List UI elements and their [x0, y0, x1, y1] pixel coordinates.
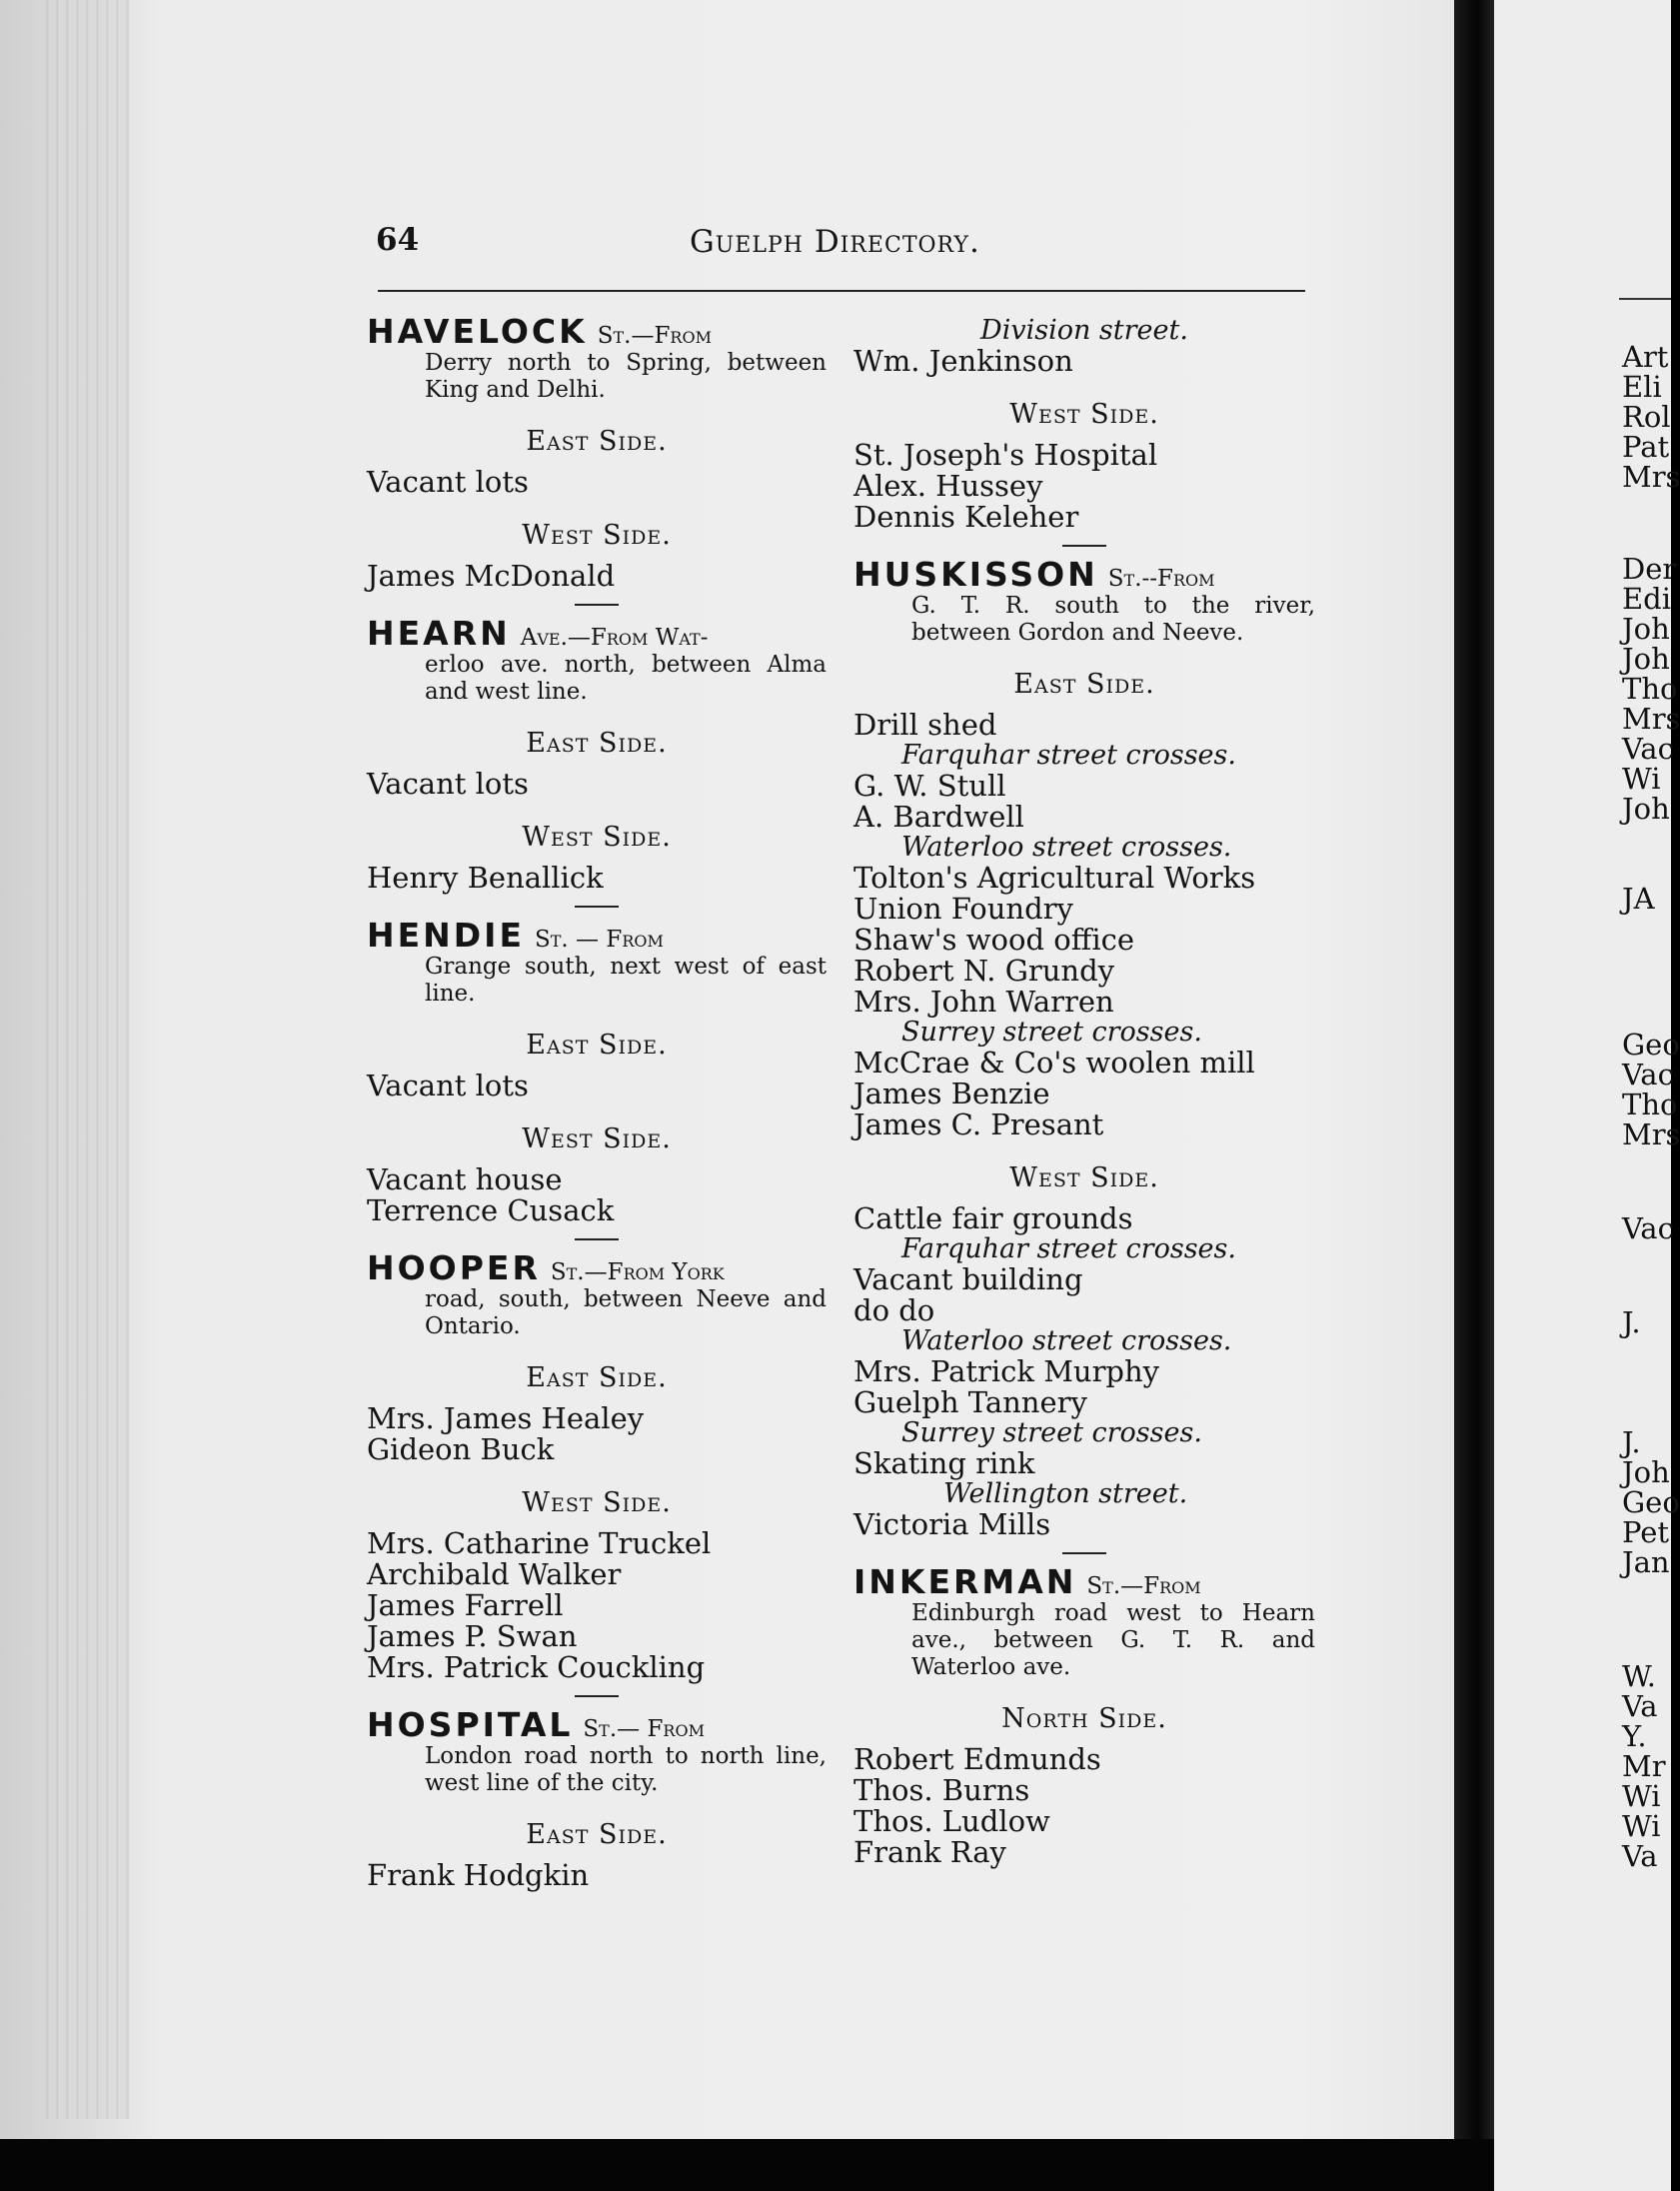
entry-separator — [575, 1238, 619, 1240]
cross-street-note: Surrey street crosses. — [901, 1017, 1202, 1048]
street-name: HOOPER — [367, 1248, 541, 1287]
street-description: Derry north to Spring, between King and Delhi. — [425, 350, 827, 403]
middle-column — [853, 316, 1315, 1868]
facing-page-fragment: Pet — [1622, 1515, 1670, 1549]
street-description: London road north to north line, west line of the city. — [425, 1743, 827, 1796]
entry-separator — [1062, 545, 1106, 547]
facing-page-fragment: Wi — [1622, 1779, 1661, 1813]
street-entry — [367, 1705, 827, 1892]
cross-street-note: Wellington street. — [943, 1478, 1188, 1509]
facing-page-fragment: Jan — [1622, 1545, 1670, 1579]
listing-line: Tolton's Agricultural Works — [853, 861, 1256, 895]
listing-line: Vacant lots — [367, 767, 529, 801]
listing-line: do do — [853, 1293, 935, 1327]
listing-line: Vacant building — [853, 1262, 1083, 1296]
listing-line: Dennis Keleher — [853, 500, 1079, 534]
facing-page-fragment: Vac — [1622, 732, 1674, 766]
facing-page-fragment: Tho — [1622, 1088, 1678, 1121]
listing-line: A. Bardwell — [853, 800, 1024, 834]
facing-page-fragment: J. — [1622, 1425, 1641, 1459]
scan-background — [0, 2139, 1494, 2191]
listing-line: Mrs. Catharine Truckel — [367, 1526, 712, 1560]
side-heading: East Side. — [526, 1030, 668, 1061]
listing-line: Mrs. Patrick Murphy — [853, 1354, 1160, 1388]
side-heading: West Side. — [522, 822, 672, 853]
listing-line: Cattle fair grounds — [853, 1201, 1133, 1235]
listing-line: Guelph Tannery — [853, 1385, 1087, 1419]
facing-page-fragment: Geo — [1622, 1485, 1680, 1519]
listing-line: Vacant lots — [367, 1069, 529, 1102]
street-heading — [367, 1248, 827, 1340]
listing-line: Frank Hodgkin — [367, 1858, 590, 1892]
facing-page-fragment: Eli — [1622, 370, 1662, 404]
street-name: HEARN — [367, 614, 511, 653]
street-description: Grange south, next west of east line. — [425, 954, 827, 1007]
street-suffix: St.—From — [597, 323, 712, 349]
street-description: Edinburgh road west to Hearn ave., between G. T. R. and Waterloo ave. — [911, 1600, 1315, 1680]
facing-page-fragment: J. — [1622, 1305, 1641, 1339]
listing-line: Terrence Cusack — [367, 1193, 615, 1227]
side-heading: West Side. — [522, 1487, 672, 1518]
street-heading — [367, 916, 827, 1008]
side-heading: North Side. — [1001, 1703, 1167, 1734]
street-name: HOSPITAL — [367, 1705, 574, 1744]
street-suffix: St.— From — [583, 1716, 705, 1742]
listing-line: James Benzie — [853, 1077, 1050, 1110]
street-entry — [367, 614, 827, 895]
facing-page-fragment: Joh — [1622, 1455, 1670, 1489]
listing-line: Henry Benallick — [367, 861, 604, 895]
side-heading: West Side. — [522, 520, 672, 551]
facing-page-fragment: Tho — [1622, 672, 1678, 706]
street-description: erloo ave. north, between Alma and west line. — [425, 652, 827, 705]
facing-page-fragment: Vac — [1622, 1211, 1674, 1245]
facing-page-rule — [1619, 298, 1671, 300]
cross-street-note: Division street. — [980, 315, 1188, 346]
listing-line: Robert Edmunds — [853, 1742, 1101, 1776]
facing-page-fragment: Va — [1622, 1689, 1658, 1723]
listing-line: G. W. Stull — [853, 769, 1006, 803]
cross-street-note: Waterloo street crosses. — [901, 832, 1232, 863]
facing-page-fragment: Wi — [1622, 1809, 1661, 1843]
facing-page-fragment: Mrs — [1622, 1117, 1680, 1151]
listing-line: Mrs. James Healey — [367, 1401, 645, 1435]
listing-line: Thos. Burns — [853, 1773, 1030, 1807]
side-heading: East Side. — [526, 1362, 668, 1393]
listing-line: Shaw's wood office — [853, 923, 1134, 957]
cross-street-note: Farquhar street crosses. — [901, 740, 1236, 771]
listing-line: Skating rink — [853, 1446, 1035, 1480]
listing-line: James C. Presant — [853, 1107, 1104, 1141]
facing-page-fragment: Rol — [1622, 400, 1671, 434]
facing-page-fragment: Art — [1622, 340, 1669, 374]
page-header — [0, 222, 1319, 262]
street-suffix: Ave.—From Wat- — [520, 625, 709, 651]
facing-page-fragment: Edi — [1622, 582, 1672, 616]
facing-page-fragment: Der — [1622, 552, 1677, 586]
side-heading: West Side. — [1009, 399, 1159, 430]
side-heading: East Side. — [526, 728, 668, 759]
side-heading: East Side. — [526, 426, 668, 457]
listing-line: Vacant lots — [367, 465, 529, 499]
left-column — [367, 312, 827, 1892]
listing-line: Gideon Buck — [367, 1432, 555, 1466]
listing-line: Mrs. John Warren — [853, 985, 1114, 1019]
facing-page-fragment: Wi — [1622, 762, 1661, 796]
street-name: INKERMAN — [853, 1562, 1077, 1601]
street-name: HENDIE — [367, 916, 525, 955]
street-suffix: St.--From — [1107, 566, 1215, 592]
listing-line: James Farrell — [367, 1588, 564, 1622]
running-title: Guelph Directory. — [690, 224, 980, 260]
street-suffix: St.—From York — [550, 1259, 725, 1285]
listing-line: St. Joseph's Hospital — [853, 438, 1158, 472]
facing-page-fragment: Geo — [1622, 1028, 1680, 1062]
continued-entry — [853, 316, 1315, 533]
listing-line: Robert N. Grundy — [853, 954, 1115, 988]
street-suffix: St. — From — [535, 927, 664, 953]
facing-page-fragment: Va — [1622, 1839, 1658, 1873]
header-rule — [378, 290, 1305, 292]
listing-line: Victoria Mills — [853, 1507, 1051, 1541]
listing-line: Mrs. Patrick Couckling — [367, 1650, 706, 1684]
cross-street-note: Farquhar street crosses. — [901, 1233, 1236, 1264]
street-description: G. T. R. south to the river, between Gordon and Neeve. — [911, 593, 1315, 646]
entry-separator — [575, 1695, 619, 1697]
listing-line: Vacant house — [367, 1162, 563, 1196]
side-heading: West Side. — [522, 1123, 672, 1154]
street-heading — [367, 614, 827, 706]
listing-line: McCrae & Co's woolen mill — [853, 1046, 1255, 1080]
listing-line: Drill shed — [853, 708, 997, 742]
facing-page-fragment: Y. — [1622, 1719, 1647, 1753]
side-heading: East Side. — [526, 1819, 668, 1850]
listing-line: James P. Swan — [367, 1619, 578, 1653]
facing-page-fragment: Pat — [1622, 430, 1670, 464]
book-gutter — [1454, 0, 1494, 2191]
street-description: road, south, between Neeve and Ontario. — [425, 1286, 827, 1339]
facing-page-fragment: Mr — [1622, 1749, 1666, 1783]
street-name: HUSKISSON — [853, 555, 1098, 594]
page-edges — [40, 0, 130, 2119]
facing-page-fragment: Mrs — [1622, 460, 1680, 494]
listing-line: Alex. Hussey — [853, 469, 1043, 503]
facing-page-fragment: Joh — [1622, 612, 1670, 646]
facing-page-fragment: Joh — [1622, 792, 1670, 826]
listing-line: Frank Ray — [853, 1835, 1006, 1869]
side-heading: West Side. — [1009, 1162, 1159, 1193]
street-heading — [367, 1705, 827, 1797]
entry-separator — [575, 906, 619, 908]
street-entry — [367, 312, 827, 593]
street-entry-huskisson — [853, 555, 1315, 1541]
side-heading: East Side. — [1013, 669, 1155, 700]
street-heading — [853, 555, 1315, 647]
listing-line: Wm. Jenkinson — [853, 344, 1073, 378]
facing-page-fragment: Joh — [1622, 642, 1670, 676]
street-entry — [367, 916, 827, 1227]
entry-separator — [575, 604, 619, 606]
facing-page-fragment: Mrs — [1622, 702, 1680, 736]
listing-line: Union Foundry — [853, 892, 1073, 926]
facing-page-fragment: JA — [1622, 882, 1655, 916]
listing-line: James McDonald — [367, 559, 616, 593]
entry-separator — [1062, 1552, 1106, 1554]
street-heading — [367, 312, 827, 404]
listing-line: Archibald Walker — [367, 1557, 622, 1591]
street-entry — [367, 1248, 827, 1684]
street-suffix: St.—From — [1086, 1573, 1201, 1599]
street-heading — [853, 1562, 1315, 1681]
facing-page-fragment: W. — [1622, 1659, 1656, 1693]
street-entry-inkerman — [853, 1562, 1315, 1869]
cross-street-note: Waterloo street crosses. — [901, 1325, 1232, 1356]
facing-page-fragment: Vac — [1622, 1058, 1674, 1092]
page-number: 64 — [376, 222, 420, 258]
listing-line: Thos. Ludlow — [853, 1804, 1050, 1838]
cross-street-note: Surrey street crosses. — [901, 1417, 1202, 1448]
street-name: HAVELOCK — [367, 312, 588, 351]
